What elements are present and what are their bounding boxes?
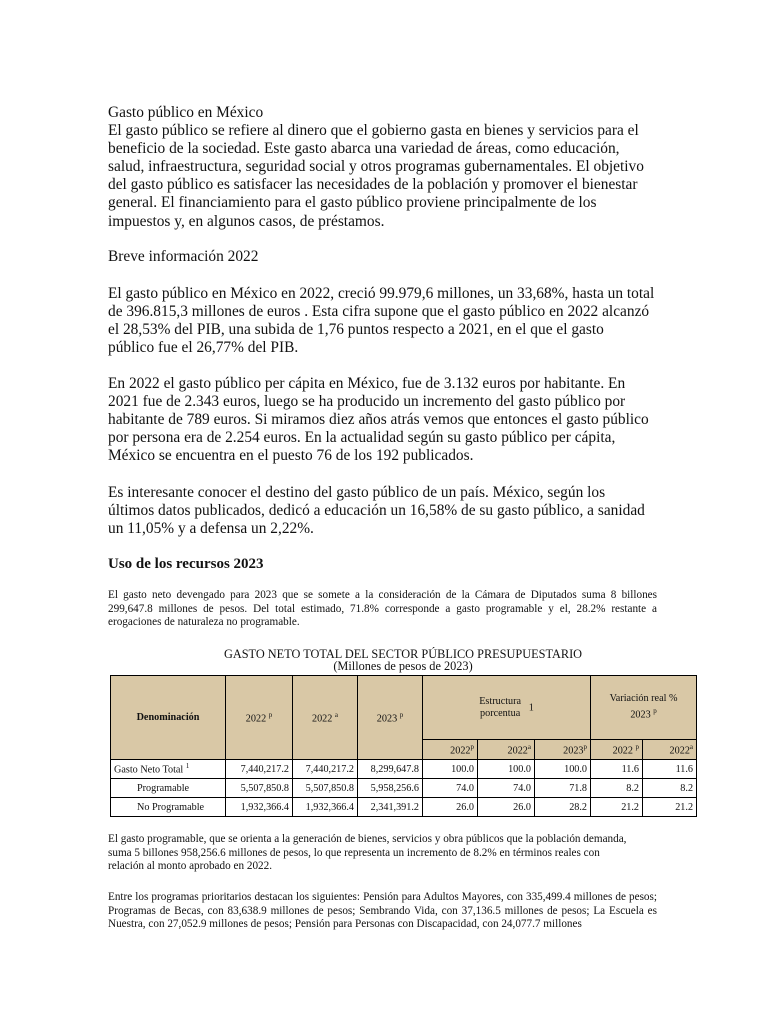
cell: 21.2 xyxy=(591,798,643,817)
cell: 5,958,256.6 xyxy=(358,779,423,798)
spending-table xyxy=(110,675,697,817)
estructura-note: 1 xyxy=(528,701,534,713)
header-denominacion: Denominación xyxy=(111,676,226,760)
priority-programs-text: Entre los programas prioritarios destacan los siguientes: Pensión para Adultos Mayores, con 335,499.4 millones de pesos; Programas de Becas, con 83,638.9 millones de pesos; Sembrando Vida, con 37,136.5 millones de pesos; La Escuela es Nuestra, con 27,052.9 millones de pesos; Pensión para Personas con Discapacidad, con 24,077.7 millones xyxy=(108,891,657,930)
cell: 5,507,850.8 xyxy=(226,779,293,798)
cell: 8.2 xyxy=(643,779,697,798)
programable-line: El gasto programable, que se orienta a la generación de bienes, servicios y obra públicos que la población demanda, xyxy=(108,833,627,845)
table-header-row xyxy=(111,676,697,740)
cell: 11.6 xyxy=(591,760,643,779)
cell: 7,440,217.2 xyxy=(226,760,293,779)
row-label: Gasto Neto Total $^1$ xyxy=(111,760,226,779)
cell: 26.0 xyxy=(423,798,478,817)
cell: 21.2 xyxy=(643,798,697,817)
table-title: GASTO NETO TOTAL DEL SECTOR PÚBLICO PRESUPUESTARIO xyxy=(223,647,583,661)
intro-line: beneficio de la sociedad. Este gasto abarca una variedad de áreas, como educación, xyxy=(108,140,620,158)
header-2022p: 2022 $^p$ xyxy=(226,676,293,760)
brief-paragraph-3 xyxy=(108,484,660,538)
brief-line: un 11,05% y a defensa un 2,22%. xyxy=(108,520,314,538)
brief-line: por persona era de 2.254 euros. En la actualidad según su gasto público per cápita, xyxy=(108,429,616,447)
brief-line: habitante de 789 euros. Si miramos diez años atrás vemos que entonces el gasto público xyxy=(108,411,649,429)
cell: 11.6 xyxy=(643,760,697,779)
cell: 100.0 xyxy=(478,760,535,779)
table-subtitle: (Millones de pesos de 2023) xyxy=(333,659,473,673)
uso-title-block xyxy=(108,556,660,573)
row-label: No Programable xyxy=(111,798,226,817)
row-label: Programable xyxy=(111,779,226,798)
brief-line: En 2022 el gasto público per cápita en México, fue de 3.132 euros por habitante. En xyxy=(108,375,626,392)
intro-line: El gasto público se refiere al dinero que el gobierno gasta en bienes y servicios para el xyxy=(108,122,639,140)
cell: 74.0 xyxy=(423,779,478,798)
brief-line: el 28,53% del PIB, una subida de 1,76 puntos respecto a 2021, en el que el gasto xyxy=(108,321,604,339)
uso-paragraph-block xyxy=(108,589,657,630)
brief-line: de 396.815,3 millones de euros . Esta cifra supone que el gasto público en 2022 alcanzó xyxy=(108,303,650,321)
brief-paragraph-1 xyxy=(108,285,660,357)
brief-line: El gasto público en México en 2022, creció 99.979,6 millones, un 33,68%, hasta un total xyxy=(108,285,655,302)
cell: 74.0 xyxy=(478,779,535,798)
brief-line: 2021 fue de 2.343 euros, luego se ha producido un incremento del gasto público por xyxy=(108,393,626,411)
intro-line: general. El financiamiento para el gasto público proviene principalmente de los xyxy=(108,194,597,212)
intro-line: del gasto público es satisfacer las necesidades de la población y promover el bienestar xyxy=(108,176,638,194)
cell: 2,341,391.2 xyxy=(358,798,423,817)
intro-line: salud, infraestructura, seguridad social y otros programas gubernamentales. El objetivo xyxy=(108,158,644,176)
brief-line: Es interesante conocer el destino del gasto público de un país. México, según los xyxy=(108,484,606,501)
programable-line: relación al monto aprobado en 2022. xyxy=(108,860,273,872)
table-row xyxy=(111,779,697,798)
header-variacion: Variación real % 2023 $^p$ xyxy=(591,676,697,740)
subheader-e2: 2022$^a$ xyxy=(478,740,535,760)
cell: 1,932,366.4 xyxy=(226,798,293,817)
cell: 28.2 xyxy=(535,798,591,817)
uso-paragraph: El gasto neto devengado para 2023 que se somete a la consideración de la Cámara de Diputados suma 8 billones 299,647.8 millones de pesos. Del total estimado, 71.8% corresponde a gasto programable y el, 28.2% restante a erogaciones de naturaleza no programable. xyxy=(108,589,657,628)
subheader-v1: 2022 $^p$ xyxy=(591,740,643,760)
cell: 7,440,217.2 xyxy=(293,760,358,779)
header-2022a: 2022 $^a$ xyxy=(293,676,358,760)
subheader-e1: 2022$^p$ xyxy=(423,740,478,760)
programable-paragraph xyxy=(108,833,668,874)
cell: 1,932,366.4 xyxy=(293,798,358,817)
subheader-e3: 2023$^p$ xyxy=(535,740,591,760)
subheader-v2: 2022$^a$ xyxy=(643,740,697,760)
cell: 26.0 xyxy=(478,798,535,817)
priority-programs-paragraph xyxy=(108,891,657,932)
header-2023p: 2023 $^p$ xyxy=(358,676,423,760)
table-row xyxy=(111,760,697,779)
brief-line: México se encuentra en el puesto 76 de los 192 publicados. xyxy=(108,447,474,465)
cell: 5,507,850.8 xyxy=(293,779,358,798)
cell: 8,299,647.8 xyxy=(358,760,423,779)
intro-title: Gasto público en México xyxy=(108,104,264,121)
table-row xyxy=(111,798,697,817)
header-estructura: Estructura porcentua 1 xyxy=(423,676,591,740)
brief-line: público fue el 26,77% del PIB. xyxy=(108,339,299,357)
cell: 8.2 xyxy=(591,779,643,798)
brief-line: últimos datos publicados, dedicó a educación un 16,58% de su gasto público, a sanidad xyxy=(108,502,645,520)
brief-title: Breve información 2022 xyxy=(108,248,259,265)
intro-line: impuestos y, en algunos casos, de préstamos. xyxy=(108,212,385,230)
intro-section xyxy=(108,104,660,231)
brief-paragraph-2 xyxy=(108,375,660,465)
uso-title: Uso de los recursos 2023 xyxy=(108,556,264,572)
programable-line: suma 5 billones 958,256.6 millones de pesos, lo que representa un incremento de 8.2% en términos reales con xyxy=(108,846,600,859)
brief-title-block xyxy=(108,248,660,266)
cell: 71.8 xyxy=(535,779,591,798)
cell: 100.0 xyxy=(535,760,591,779)
cell: 100.0 xyxy=(423,760,478,779)
